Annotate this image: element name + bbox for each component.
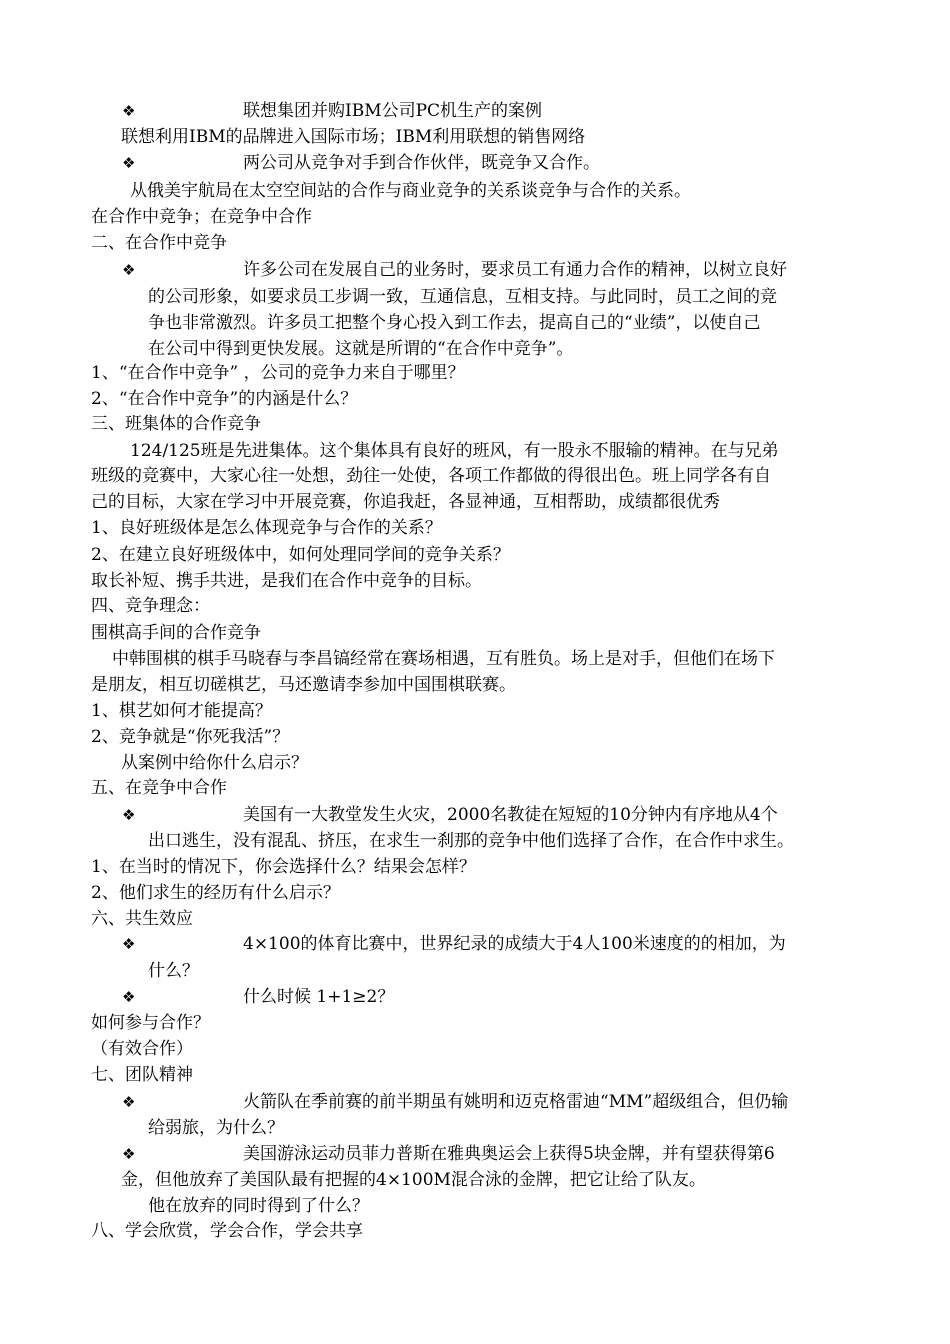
- paragraph-line: 他在放弃的同时得到了什么？: [148, 1196, 369, 1216]
- paragraph-line: 美国游泳运动员菲力普斯在雅典奥运会上获得5块金牌，并有望获得第6: [243, 1144, 775, 1164]
- bullet-icon: ❖: [122, 935, 136, 953]
- section-heading-3: 三、班集体的合作竞争: [91, 414, 261, 434]
- paragraph-line: 给弱旅，为什么？: [148, 1118, 284, 1138]
- section-heading-4: 四、竞争理念：: [91, 596, 210, 616]
- question-item: 2、他们求生的经历有什么启示？: [91, 883, 340, 903]
- text-line: 从案例中给你什么启示？: [121, 753, 308, 773]
- section-heading-5: 五、在竞争中合作: [91, 778, 227, 798]
- paragraph-line: 什么？: [148, 961, 199, 981]
- text-line: 取长补短、携手共进，是我们在合作中竞争的目标。: [91, 571, 482, 591]
- question-item: 2、竞争就是“你死我活”？: [91, 727, 290, 747]
- text-line: 在合作中竞争；在竞争中合作: [91, 207, 312, 227]
- question-item: 1、棋艺如何才能提高？: [91, 701, 272, 721]
- bullet-icon: ❖: [122, 988, 136, 1006]
- paragraph-line: 出口逃生，没有混乱、挤压，在求生一刹那的竞争中他们选择了合作，在合作中求生。: [148, 831, 794, 851]
- question-item: 2、“在合作中竞争”的内涵是什么？: [91, 389, 358, 409]
- bullet-icon: ❖: [122, 154, 136, 172]
- section-heading-8: 八、学会欣赏，学会合作，学会共享: [91, 1221, 363, 1241]
- paragraph-line: 美国有一大教堂发生火灾，2000名教徒在短短的10分钟内有序地从4个: [243, 805, 778, 825]
- text-line: （有效合作）: [91, 1039, 193, 1059]
- question-item: 2、在建立良好班级体中，如何处理同学间的竞争关系？: [91, 545, 510, 565]
- section-heading-7: 七、团队精神: [91, 1065, 193, 1085]
- paragraph-line: 班级的竞赛中，大家心往一处想，劲往一处使，各项工作都做的得很出色。班上同学各有自: [91, 466, 771, 486]
- section-heading-6: 六、共生效应: [91, 909, 193, 929]
- paragraph-line: 什么时候 1+1≥2？: [243, 987, 395, 1007]
- paragraph-line: 己的目标，大家在学习中开展竞赛，你追我赶，各显神通，互相帮助，成绩都很优秀: [91, 492, 720, 512]
- bullet-icon: ❖: [122, 1145, 136, 1163]
- bullet-icon: ❖: [122, 261, 136, 279]
- paragraph-line: 124/125班是先进集体。这个集体具有良好的班风，有一股永不服输的精神。在与兄弟: [130, 441, 779, 461]
- text-line: 两公司从竞争对手到合作伙伴，既竞争又合作。: [243, 153, 600, 173]
- case-title-lenovo: 联想集团并购IBM公司PC机生产的案例: [243, 101, 543, 121]
- paragraph-line: 是朋友，相互切磋棋艺，马还邀请李参加中国围棋联赛。: [91, 675, 516, 695]
- paragraph-line: 金，但他放弃了美国队最有把握的4×100M混合泳的金牌，把它让给了队友。: [121, 1170, 706, 1190]
- question-item: 1、“在合作中竞争” ，公司的竞争力来自于哪里？: [91, 363, 465, 383]
- text-line: 围棋高手间的合作竞争: [91, 623, 261, 643]
- paragraph-line: 火箭队在季前赛的前半期虽有姚明和迈克格雷迪“MM”超级组合，但仍输: [243, 1092, 789, 1112]
- paragraph-line: 在公司中得到更快发展。这就是所谓的“在合作中竞争”。: [148, 339, 574, 359]
- bullet-icon: ❖: [122, 102, 136, 120]
- paragraph-line: 争也非常激烈。许多员工把整个身心投入到工作去，提高自己的“业绩”，以使自己: [148, 313, 761, 333]
- paragraph-line: 的公司形象，如要求员工步调一致，互通信息，互相支持。与此同时，员工之间的竞: [148, 287, 777, 307]
- bullet-icon: ❖: [122, 806, 136, 824]
- bullet-icon: ❖: [122, 1093, 136, 1111]
- section-heading-2: 二、在合作中竞争: [91, 233, 227, 253]
- text-line: 联想利用IBM的品牌进入国际市场；IBM利用联想的销售网络: [121, 127, 586, 147]
- text-line: 从俄美宇航局在太空空间站的合作与商业竞争的关系谈竞争与合作的关系。: [130, 181, 691, 201]
- paragraph-line: 许多公司在发展自己的业务时，要求员工有通力合作的精神，以树立良好: [243, 260, 787, 280]
- question-item: 1、良好班级体是怎么体现竞争与合作的关系？: [91, 518, 442, 538]
- paragraph-line: 4×100的体育比赛中，世界纪录的成绩大于4人100米速度的的相加，为: [243, 934, 786, 954]
- question-item: 1、在当时的情况下，你会选择什么？结果会怎样？: [91, 857, 476, 877]
- text-line: 如何参与合作？: [91, 1013, 210, 1033]
- paragraph-line: 中韩围棋的棋手马晓春与李昌镐经常在赛场相遇，互有胜负。场上是对手，但他们在场下: [112, 649, 775, 669]
